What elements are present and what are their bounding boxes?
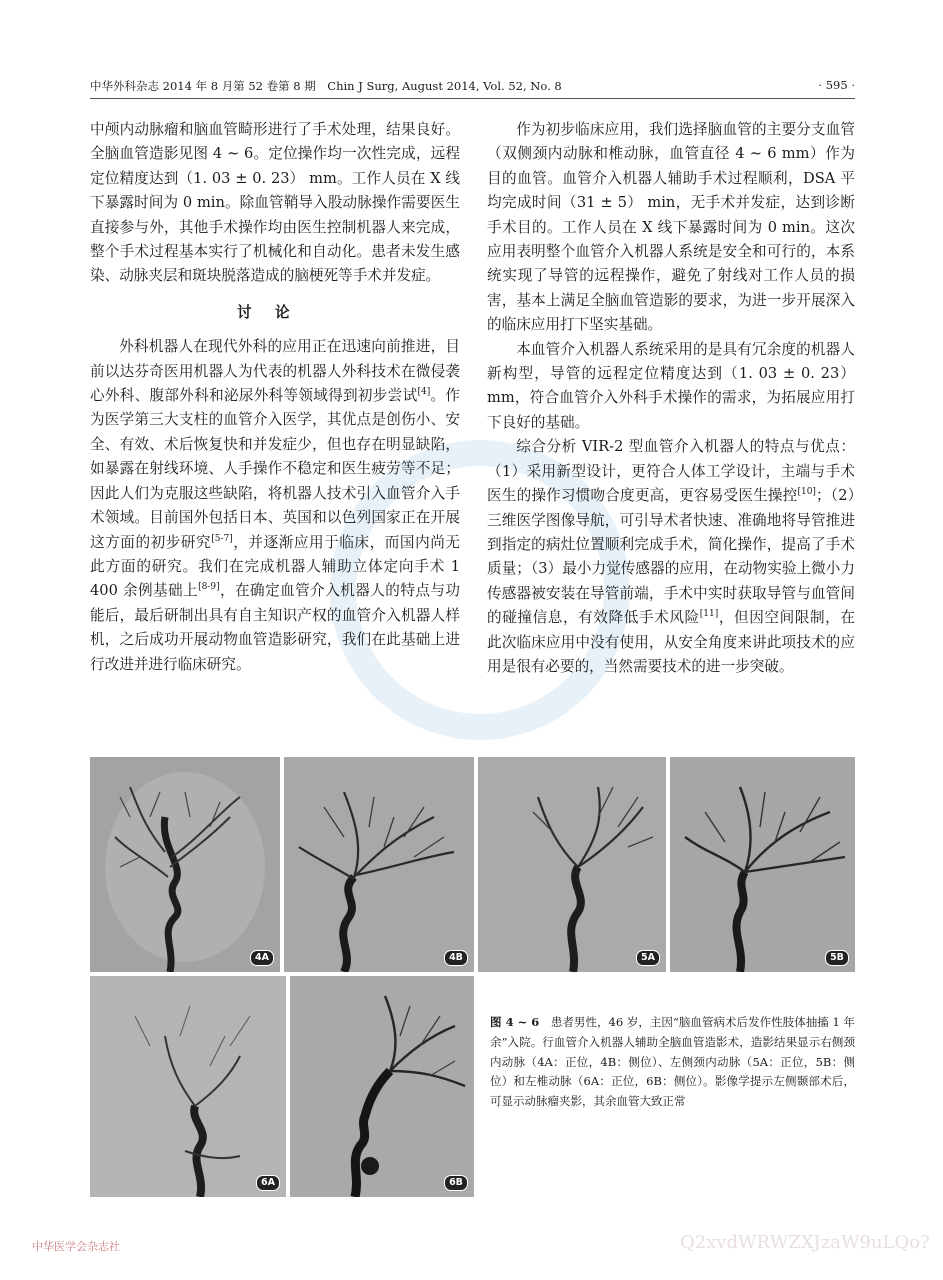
angiogram-6a	[90, 976, 286, 1197]
panel-label-4b: 4B	[444, 950, 468, 966]
citation-8-9[interactable]: [8-9]	[198, 582, 220, 593]
section-heading-discussion: 讨论	[237, 303, 313, 321]
vessel-illustration	[90, 757, 280, 972]
angiogram-4a	[90, 757, 280, 972]
angiogram-4b	[284, 757, 474, 972]
publisher-logo: 中华医学会杂志社	[32, 1240, 120, 1253]
citation-5-7[interactable]: [5-7]	[211, 533, 233, 544]
citation-10[interactable]: [10]	[797, 487, 816, 498]
results-paragraph: 中颅内动脉瘤和脑血管畸形进行了手术处理，结果良好。全脑血管造影见图 4 ~ 6。定位操作均一次性完成，远程定位精度达到（1. 03 ± 0. 23） mm。工作人员在 X 线下暴露时间为 0 min。除血管鞘导入股动脉操作需要医生直接参与外，其他手术操作均由医生控制机器人来完成，整个手术过程基本实行了机械化和自动化。患者未发生感染、动脉夹层和斑块脱落造成的脑梗死等手术并发症。	[90, 121, 460, 285]
discussion-paragraph-1: 外科机器人在现代外科的应用正在迅速向前推进，目前以达芬奇医用机器人为代表的机器人外科技术在微侵袭心外科、腹部外科和泌尿外科等领域得到初步尝试[4]。作为医学第三大支柱的血管介入医学，其优点是创伤小、安全、有效、术后恢复快和并发症少，但也存在明显缺陷，如暴露在射线环境、人手操作不稳定和医生疲劳等不足；因此人们为克服这些缺陷，将机器人技术引入血管介入手术领域。目前国外包括日本、英国和以色列国家正在开展这方面的初步研究[5-7]，并逐渐应用于临床，而国内尚无此方面的研究。我们在完成机器人辅助立体定向手术 1 400 余例基础上[8-9]，在确定血管介入机器人的特点与功能后，最后研制出具有自主知识产权的血管介入机器人样机，之后成功开展动物血管造影研究，我们在此基础上进行改进并进行临床研究。	[90, 338, 460, 673]
panel-label-6b: 6B	[444, 1175, 468, 1191]
angiogram-6b	[290, 976, 474, 1197]
citation-4[interactable]: [4]	[417, 387, 431, 398]
right-column	[487, 118, 855, 679]
left-column	[90, 118, 460, 677]
panel-label-5b: 5B	[825, 950, 849, 966]
panel-label-5a: 5A	[636, 950, 660, 966]
vessel-illustration	[284, 757, 474, 972]
footer-watermark-code: Q2xvdWRWZXJzaW9uLQo?	[680, 1232, 930, 1253]
angiogram-5b	[670, 757, 855, 972]
discussion-paragraph-2: 作为初步临床应用，我们选择脑血管的主要分支血管（双侧颈内动脉和椎动脉，血管直径 4 ~ 6 mm）作为目的血管。血管介入机器人辅助手术过程顺利，DSA 平均完成时间（31 ± 5） min，无手术并发症，达到诊断手术目的。工作人员在 X 线下暴露时间为 0 min。这次应用表明整个血管介入机器人系统是安全和可行的，本系统实现了导管的远程操作，避免了射线对工作人员的损害，基本上满足全脑血管造影的要求，为进一步开展深入的临床应用打下坚实基础。	[487, 121, 855, 334]
figure-caption-text: 患者男性，46 岁，主因“脑血管病术后发作性肢体抽搐 1 年余”入院。行血管介入机器人辅助全脑血管造影术，造影结果显示右侧颈内动脉（4A：正位，4B：侧位）、左侧颈内动脉（5A：正位，5B：侧位）和左椎动脉（6A：正位，6B：侧位）。影像学提示左侧颞部术后，可显示动脉瘤夹影，其余血管大致正常	[490, 1015, 855, 1109]
panel-label-6a: 6A	[256, 1175, 280, 1191]
vessel-illustration	[90, 976, 286, 1197]
citation-11[interactable]: [11]	[699, 609, 719, 620]
figure-caption-label: 图 4 ~ 6	[490, 1015, 540, 1029]
journal-citation: 中华外科杂志 2014 年 8 月第 52 卷第 8 期 Chin J Surg, August 2014, Vol. 52, No. 8	[90, 79, 562, 93]
discussion-paragraph-3: 本血管介入机器人系统采用的是具有冗余度的机器人新构型，导管的远程定位精度达到（1. 03 ± 0. 23） mm，符合血管介入外科手术操作的需求，为拓展应用打下良好的基础。	[487, 340, 855, 431]
vessel-illustration	[478, 757, 666, 972]
vessel-illustration	[670, 757, 855, 972]
panel-label-4a: 4A	[250, 950, 274, 966]
running-header	[90, 76, 855, 99]
vessel-illustration	[290, 976, 474, 1197]
page-number: · 595 ·	[818, 78, 855, 92]
discussion-paragraph-4: 综合分析 VIR-2 型血管介入机器人的特点与优点：（1）采用新型设计，更符合人体工学设计，主端与手术医生的操作习惯吻合度更高，更容易受医生操控[10]；（2）三维医学图像导航，可引导术者快速、准确地将导管推进到指定的病灶位置顺利完成手术，简化操作，提高了手术质量；（3）最小力觉传感器的应用，在动物实验上微小力传感器被安装在导管前端，手术中实时获取导管与血管间的碰撞信息，有效降低手术风险[11]，但因空间限制，在此次临床应用中没有使用，从安全角度来讲此项技术的应用是很有必要的，当然需要技术的进一步突破。	[487, 438, 855, 675]
angiogram-5a	[478, 757, 666, 972]
figure-caption	[490, 1013, 855, 1112]
